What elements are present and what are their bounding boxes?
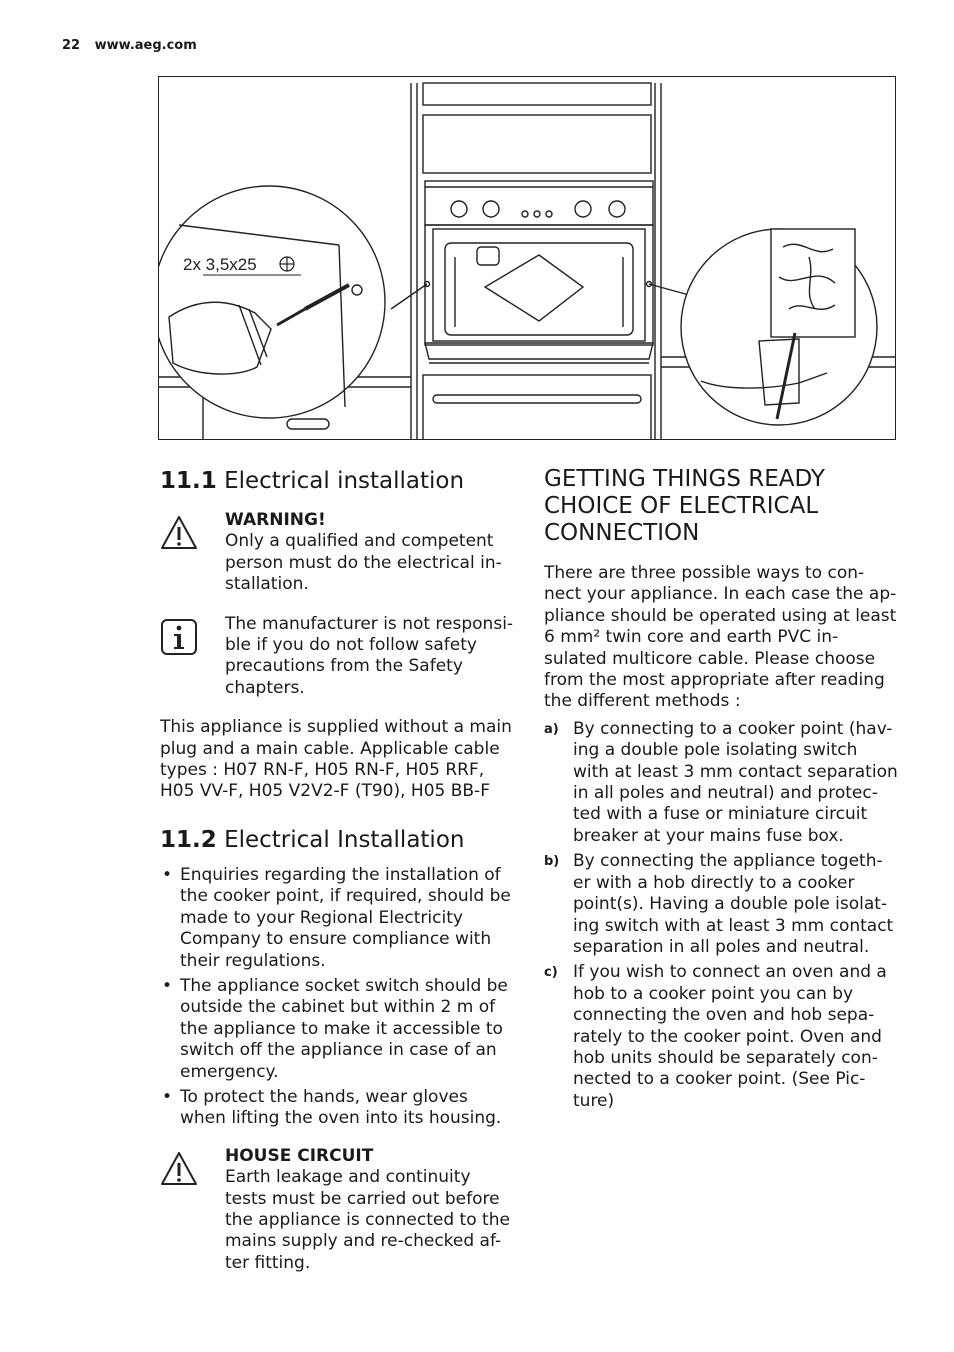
list-item: • The appliance socket switch should be outside the cabinet but within 2 m of the appliance to make it accessible to switch off the appliance in case of an emergency. [160,976,516,1083]
warning-triangle-icon [160,1150,198,1188]
list-item: • To protect the hands, wear gloves when lifting the oven into its housing. [160,1087,516,1130]
section-11-1-heading [160,466,516,496]
cable-paragraph: This appliance is supplied without a main plug and a main cable. Applicable cable types : H07 RN-F, H05 RN-F, H05 RRF, H05 VV-F, H05 V2V2-F (T90), H05 BB-F [160,717,512,802]
list-item [544,962,898,1112]
method-text: By connecting the appliance togeth-er with a hob directly to a cooker point(s). Having a double pole isolat-ing switch with at least 3 mm contact separation in all poles and neutral. [573,851,894,957]
list-item [544,851,898,958]
list-item [544,719,898,847]
method-text: By connecting to a cooker point (hav-ing a double pole isolating switch with at least 3 mm contact separation in all poles and neutral) and protec-ted with a fuse or miniature circuit breaker at your mains fuse box. [573,718,898,846]
phillips-screw-icon [280,257,294,271]
warning-title: HOUSE CIRCUIT [225,1145,374,1166]
list-marker: b) [544,854,560,870]
intro-paragraph: There are three possible ways to con-nect your appliance. In each case the ap-pliance should be operated using at least 6 mm² twin core and earth PVC in-sulated multicore cable. Please choose from the most appropriate after reading the different methods : [544,563,897,712]
page-number: 22 [62,38,81,53]
warning-text: Earth leakage and continuity tests must be carried out before the appliance is connected to the mains supply and re-checked af-ter fitting. [225,1167,510,1273]
warning-notice [160,510,516,596]
info-icon [160,618,198,656]
list-marker: a) [544,721,559,737]
section-title: Electrical installation [224,468,465,494]
screw-label: 2x 3,5x25 [183,255,257,274]
getting-ready-heading: GETTING THINGS READY CHOICE OF ELECTRICAL CONNECTION [544,466,825,546]
warning-text: Only a qualified and competent person must do the electrical in-stallation. [225,531,502,595]
page-header [62,38,197,53]
section-title: Electrical Installation [224,826,465,853]
installation-figure [158,76,896,440]
info-notice [160,614,516,700]
site-url: www.aeg.com [94,38,197,53]
method-text: If you wish to connect an oven and a hob to a cooker point you can by connecting the oven and hob sepa-rately to the cooker point. Oven and hob units should be separately con-nected to a cooker point. (See Pic-ture) [573,962,887,1111]
house-circuit-warning [160,1146,516,1274]
section-11-2-heading [160,825,516,855]
list-item: • Enquiries regarding the installation of the cooker point, if required, should be made to your Regional Electricity Company to ensure compliance with their regulations. [160,865,516,972]
oven-installation-illustration [159,77,896,440]
info-text: The manufacturer is not responsi-ble if you do not follow safety precautions from the Safety chapters. [225,613,514,698]
list-marker: c) [544,965,558,981]
section-number: 11.2 [160,826,217,853]
connection-methods-list [544,719,898,1112]
warning-triangle-icon [160,514,198,552]
warning-title: WARNING! [225,510,326,530]
section-number: 11.1 [160,468,217,494]
installation-bullets [160,865,516,1130]
